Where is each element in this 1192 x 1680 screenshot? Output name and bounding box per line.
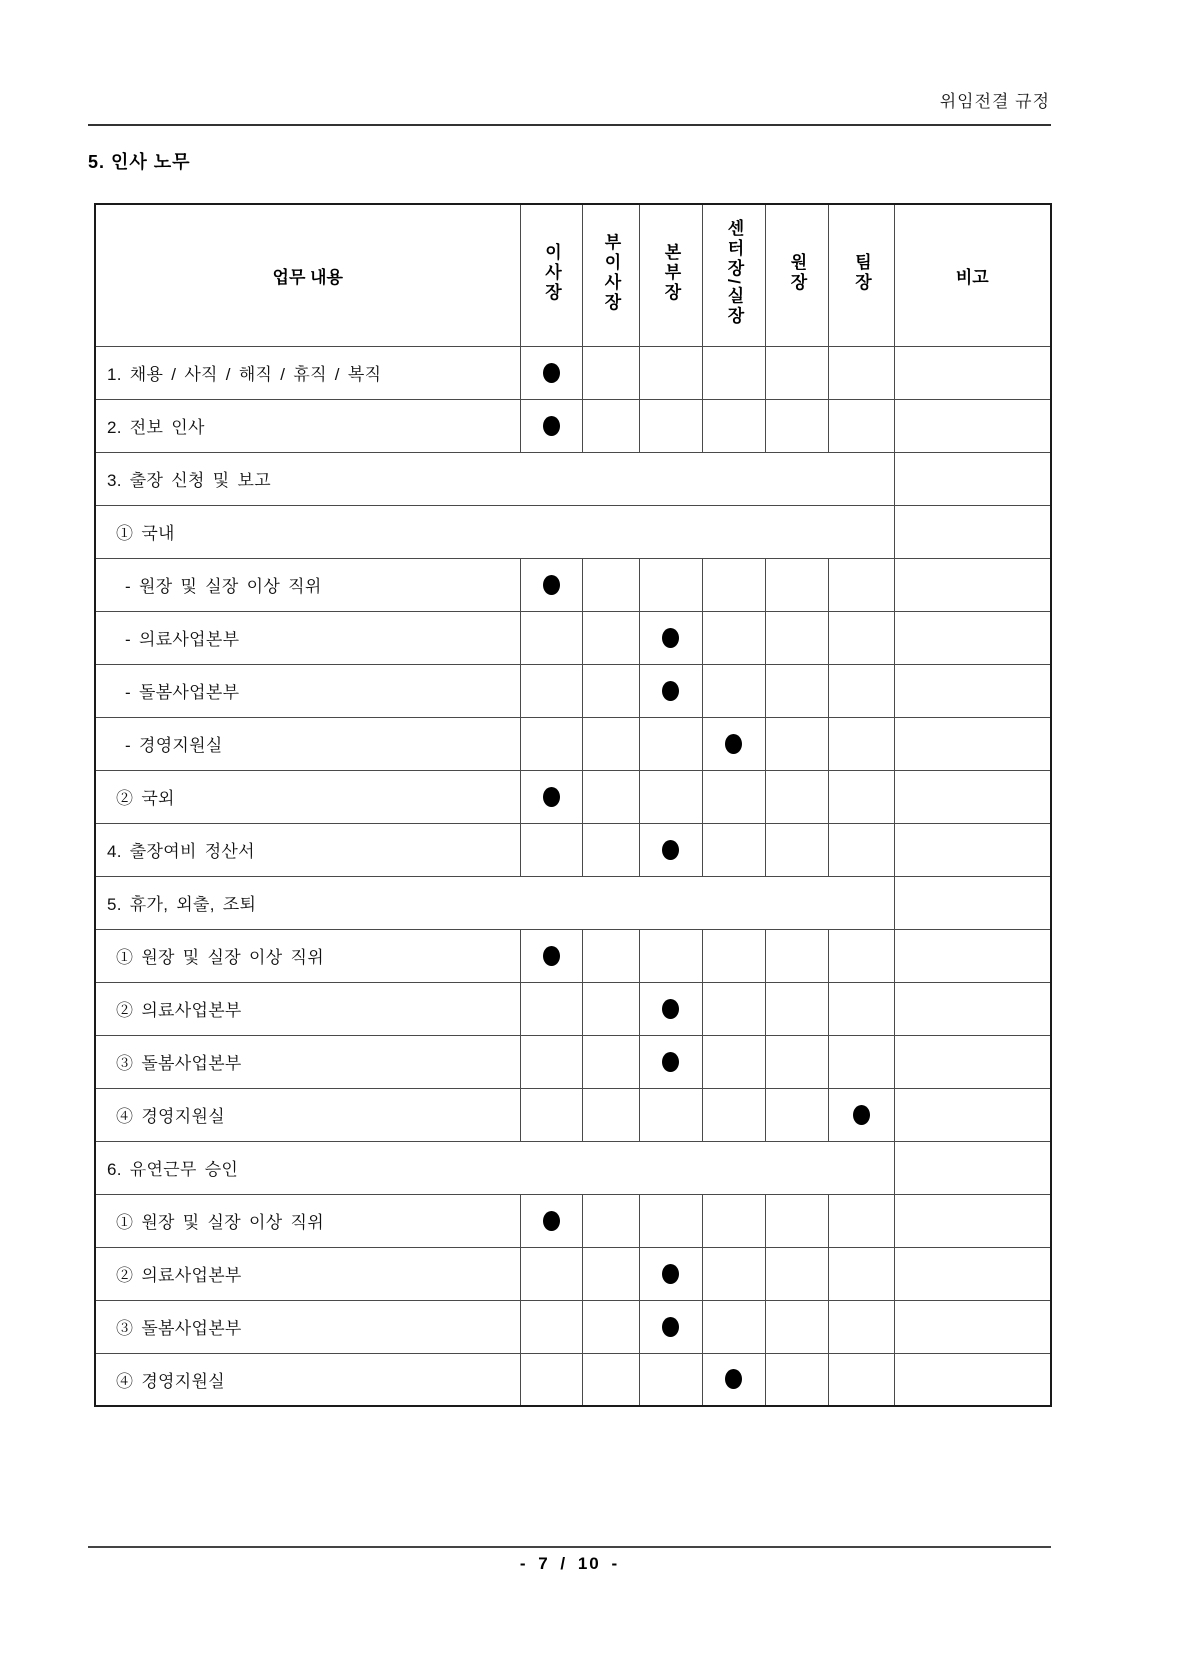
note-cell [894, 611, 1051, 664]
approval-cell [639, 1194, 702, 1247]
approval-cell [520, 558, 582, 611]
approval-dot-icon [543, 946, 560, 966]
approval-cell [702, 1088, 765, 1141]
task-cell: ③ 돌봄사업본부 [95, 1035, 520, 1088]
table-row [95, 770, 1051, 823]
approval-dot-icon [662, 840, 679, 860]
note-cell [894, 1247, 1051, 1300]
approval-cell [520, 1300, 582, 1353]
table-row [95, 611, 1051, 664]
note-cell [894, 1353, 1051, 1406]
approval-cell [702, 611, 765, 664]
approval-cell [582, 1194, 639, 1247]
task-cell: 1. 채용 / 사직 / 해직 / 휴직 / 복직 [95, 346, 520, 399]
approval-cell [765, 558, 828, 611]
col-header-director [765, 204, 828, 346]
note-cell [894, 876, 1051, 929]
note-cell [894, 346, 1051, 399]
approval-cell [639, 346, 702, 399]
approval-cell [828, 1353, 894, 1406]
col-header-director-label: 원장 [787, 252, 807, 293]
table-row [95, 558, 1051, 611]
approval-cell [582, 823, 639, 876]
col-header-division-head [639, 204, 702, 346]
table-row [95, 876, 1051, 929]
approval-cell [702, 1353, 765, 1406]
approval-cell [765, 823, 828, 876]
task-cell: 2. 전보 인사 [95, 399, 520, 452]
approval-dot-icon [725, 1369, 742, 1389]
approval-cell [702, 346, 765, 399]
approval-cell [702, 1194, 765, 1247]
task-cell: 6. 유연근무 승인 [95, 1141, 894, 1194]
approval-cell [702, 1300, 765, 1353]
table-header-row [95, 204, 1051, 346]
approval-cell [765, 1194, 828, 1247]
col-header-vice-chairman [582, 204, 639, 346]
approval-cell [828, 823, 894, 876]
approval-cell [520, 611, 582, 664]
task-cell: ④ 경영지원실 [95, 1353, 520, 1406]
approval-cell [520, 1088, 582, 1141]
task-cell: - 원장 및 실장 이상 직위 [95, 558, 520, 611]
task-cell: - 돌봄사업본부 [95, 664, 520, 717]
col-header-note: 비고 [894, 204, 1051, 346]
note-cell [894, 664, 1051, 717]
page-number: - 7 / 10 - [519, 1554, 620, 1573]
approval-cell [828, 664, 894, 717]
table-row [95, 1300, 1051, 1353]
approval-cell [765, 664, 828, 717]
task-cell: 4. 출장여비 정산서 [95, 823, 520, 876]
table-row [95, 1035, 1051, 1088]
approval-cell [702, 929, 765, 982]
approval-cell [702, 399, 765, 452]
approval-cell [765, 929, 828, 982]
approval-cell [828, 1035, 894, 1088]
task-cell: ③ 돌봄사업본부 [95, 1300, 520, 1353]
approval-cell [765, 611, 828, 664]
approval-cell [582, 558, 639, 611]
table-body [95, 346, 1051, 1406]
document-header [88, 87, 1050, 112]
note-cell [894, 982, 1051, 1035]
approval-cell [582, 717, 639, 770]
approval-cell [639, 823, 702, 876]
col-header-chairman-label: 이사장 [541, 242, 561, 303]
note-cell [894, 1141, 1051, 1194]
task-cell: ② 의료사업본부 [95, 1247, 520, 1300]
approval-dot-icon [543, 575, 560, 595]
approval-dot-icon [543, 787, 560, 807]
approval-cell [639, 611, 702, 664]
approval-cell [582, 1300, 639, 1353]
approval-cell [520, 823, 582, 876]
document-footer [88, 1546, 1051, 1574]
approval-cell [639, 558, 702, 611]
table-row [95, 982, 1051, 1035]
approval-cell [639, 399, 702, 452]
approval-dot-icon [725, 734, 742, 754]
task-cell: 5. 휴가, 외출, 조퇴 [95, 876, 894, 929]
approval-dot-icon [662, 1052, 679, 1072]
approval-cell [828, 1194, 894, 1247]
approval-table [94, 203, 1052, 1407]
col-header-center-head-label: 센터장/실장 [724, 218, 744, 327]
note-cell [894, 717, 1051, 770]
approval-dot-icon [662, 1264, 679, 1284]
table-row [95, 929, 1051, 982]
document-header-title: 위임전결 규정 [939, 92, 1050, 111]
col-header-team-leader-label: 팀장 [851, 252, 871, 293]
approval-cell [582, 929, 639, 982]
approval-cell [639, 982, 702, 1035]
approval-cell [765, 1088, 828, 1141]
approval-cell [582, 1247, 639, 1300]
approval-cell [828, 1088, 894, 1141]
approval-cell [639, 1300, 702, 1353]
col-header-vice-chairman-label: 부이사장 [601, 232, 621, 313]
approval-cell [520, 399, 582, 452]
approval-cell [828, 346, 894, 399]
note-cell [894, 929, 1051, 982]
note-cell [894, 505, 1051, 558]
approval-cell [520, 770, 582, 823]
approval-cell [582, 1035, 639, 1088]
approval-cell [765, 1353, 828, 1406]
approval-cell [639, 929, 702, 982]
approval-cell [582, 1353, 639, 1406]
approval-cell [765, 1300, 828, 1353]
task-cell: - 의료사업본부 [95, 611, 520, 664]
note-cell [894, 823, 1051, 876]
approval-cell [702, 823, 765, 876]
approval-cell [765, 982, 828, 1035]
table-row [95, 346, 1051, 399]
approval-cell [520, 1035, 582, 1088]
col-header-center-head [702, 204, 765, 346]
approval-dot-icon [543, 1211, 560, 1231]
table-row [95, 717, 1051, 770]
task-cell: 3. 출장 신청 및 보고 [95, 452, 894, 505]
approval-cell [702, 1035, 765, 1088]
note-cell [894, 1194, 1051, 1247]
table-row [95, 664, 1051, 717]
note-cell [894, 1035, 1051, 1088]
approval-cell [702, 664, 765, 717]
approval-cell [828, 1300, 894, 1353]
table-row [95, 399, 1051, 452]
approval-cell [639, 1353, 702, 1406]
note-cell [894, 399, 1051, 452]
approval-dot-icon [543, 416, 560, 436]
approval-cell [639, 1088, 702, 1141]
note-cell [894, 452, 1051, 505]
approval-cell [702, 717, 765, 770]
approval-cell [520, 1353, 582, 1406]
approval-cell [765, 770, 828, 823]
table-row [95, 1353, 1051, 1406]
approval-cell [520, 1194, 582, 1247]
approval-cell [582, 1088, 639, 1141]
approval-cell [828, 717, 894, 770]
approval-cell [582, 611, 639, 664]
approval-cell [828, 770, 894, 823]
col-header-chairman [520, 204, 582, 346]
table-row [95, 1247, 1051, 1300]
task-cell: ① 원장 및 실장 이상 직위 [95, 1194, 520, 1247]
approval-cell [639, 770, 702, 823]
table-row [95, 1141, 1051, 1194]
approval-dot-icon [853, 1105, 870, 1125]
section-title: 5. 인사 노무 [88, 152, 191, 172]
task-cell: ④ 경영지원실 [95, 1088, 520, 1141]
approval-cell [765, 1247, 828, 1300]
approval-cell [520, 346, 582, 399]
approval-dot-icon [662, 1317, 679, 1337]
approval-cell [702, 558, 765, 611]
approval-cell [765, 717, 828, 770]
task-cell: ② 의료사업본부 [95, 982, 520, 1035]
approval-cell [582, 770, 639, 823]
approval-cell [639, 1035, 702, 1088]
col-header-team-leader [828, 204, 894, 346]
approval-cell [828, 1247, 894, 1300]
approval-dot-icon [543, 363, 560, 383]
approval-cell [582, 664, 639, 717]
approval-cell [765, 1035, 828, 1088]
col-header-task: 업무 내용 [95, 204, 520, 346]
approval-cell [702, 1247, 765, 1300]
table-row [95, 1088, 1051, 1141]
table-row [95, 823, 1051, 876]
approval-cell [582, 399, 639, 452]
approval-cell [828, 558, 894, 611]
approval-dot-icon [662, 628, 679, 648]
task-cell: ① 원장 및 실장 이상 직위 [95, 929, 520, 982]
approval-cell [520, 982, 582, 1035]
table-row [95, 452, 1051, 505]
approval-cell [828, 611, 894, 664]
approval-dot-icon [662, 999, 679, 1019]
task-cell: ② 국외 [95, 770, 520, 823]
header-rule [88, 124, 1051, 126]
approval-cell [765, 346, 828, 399]
note-cell [894, 1300, 1051, 1353]
approval-cell [828, 399, 894, 452]
approval-cell [582, 982, 639, 1035]
note-cell [894, 1088, 1051, 1141]
approval-cell [828, 929, 894, 982]
col-header-division-head-label: 본부장 [661, 242, 681, 303]
approval-cell [702, 982, 765, 1035]
approval-cell [520, 1247, 582, 1300]
table-row [95, 1194, 1051, 1247]
task-cell: - 경영지원실 [95, 717, 520, 770]
approval-cell [765, 399, 828, 452]
approval-cell [520, 929, 582, 982]
approval-cell [639, 1247, 702, 1300]
approval-dot-icon [662, 681, 679, 701]
approval-cell [828, 982, 894, 1035]
approval-cell [520, 664, 582, 717]
note-cell [894, 558, 1051, 611]
table-row [95, 505, 1051, 558]
approval-cell [639, 717, 702, 770]
approval-cell [702, 770, 765, 823]
note-cell [894, 770, 1051, 823]
approval-cell [520, 717, 582, 770]
approval-cell [582, 346, 639, 399]
approval-cell [639, 664, 702, 717]
task-cell: ① 국내 [95, 505, 894, 558]
